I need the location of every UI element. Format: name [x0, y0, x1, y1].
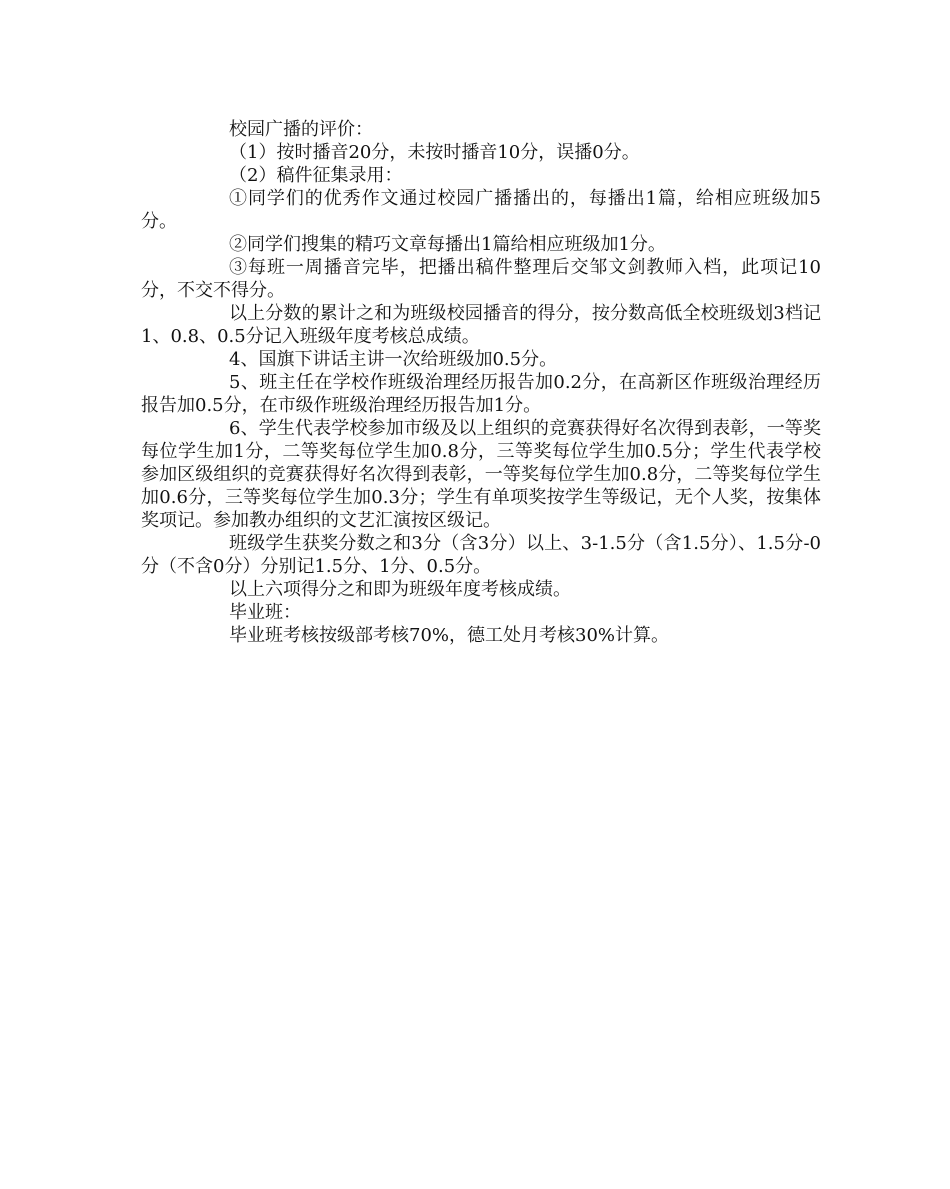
paragraph-manuscript-rule-3: ③每班一周播音完毕，把播出稿件整理后交邹文剑教师入档，此项记10分，不交不得分。	[141, 257, 821, 301]
paragraph-manuscript-rule-2: ②同学们搜集的精巧文章每播出1篇给相应班级加1分。	[229, 234, 666, 255]
paragraph-broadcast-evaluation-heading: 校园广播的评价：	[229, 119, 373, 140]
paragraph-item-5-teacher-report: 5、班主任在学校作班级治理经历报告加0.2分，在高新区作班级治理经历报告加0.5分，在市级作班级治理经历报告加1分。	[141, 372, 821, 416]
paragraph-graduating-class-rule: 毕业班考核按级部考核70%，德工处月考核30%计算。	[229, 625, 670, 646]
paragraph-graduating-class-heading: 毕业班：	[229, 602, 301, 623]
paragraph-item-1-on-time: （1）按时播音20分，未按时播音10分，误播0分。	[229, 142, 640, 163]
paragraph-item-2-manuscripts: （2）稿件征集录用：	[229, 165, 403, 186]
paragraph-broadcast-total: 以上分数的累计之和为班级校园播音的得分，按分数高低全校班级划3档记1、0.8、0.5分记入班级年度考核总成绩。	[141, 303, 821, 347]
paragraph-annual-total: 以上六项得分之和即为班级年度考核成绩。	[229, 579, 571, 600]
paragraph-manuscript-rule-1: ①同学们的优秀作文通过校园广播播出的，每播出1篇，给相应班级加5分。	[141, 188, 821, 232]
paragraph-item-6-competitions: 6、学生代表学校参加市级及以上组织的竞赛获得好名次得到表彰，一等奖每位学生加1分，二等奖每位学生加0.8分，三等奖每位学生加0.5分；学生代表学校参加区级组织的竞赛获得好名次得到表彰，一等奖每位学生加0.8分，二等奖每位学生加0.6分，三等奖每位学生加0.3分；学生有单项奖按学生等级记，无个人奖，按集体奖项记。参加教办组织的文艺汇演按区级记。	[141, 418, 821, 531]
paragraph-award-score-levels: 班级学生获奖分数之和3分（含3分）以上、3-1.5分（含1.5分）、1.5分-0分（不含0分）分别记1.5分、1分、0.5分。	[141, 533, 821, 577]
paragraph-item-4-flag-speech: 4、国旗下讲话主讲一次给班级加0.5分。	[229, 349, 558, 370]
document-body	[141, 118, 821, 647]
